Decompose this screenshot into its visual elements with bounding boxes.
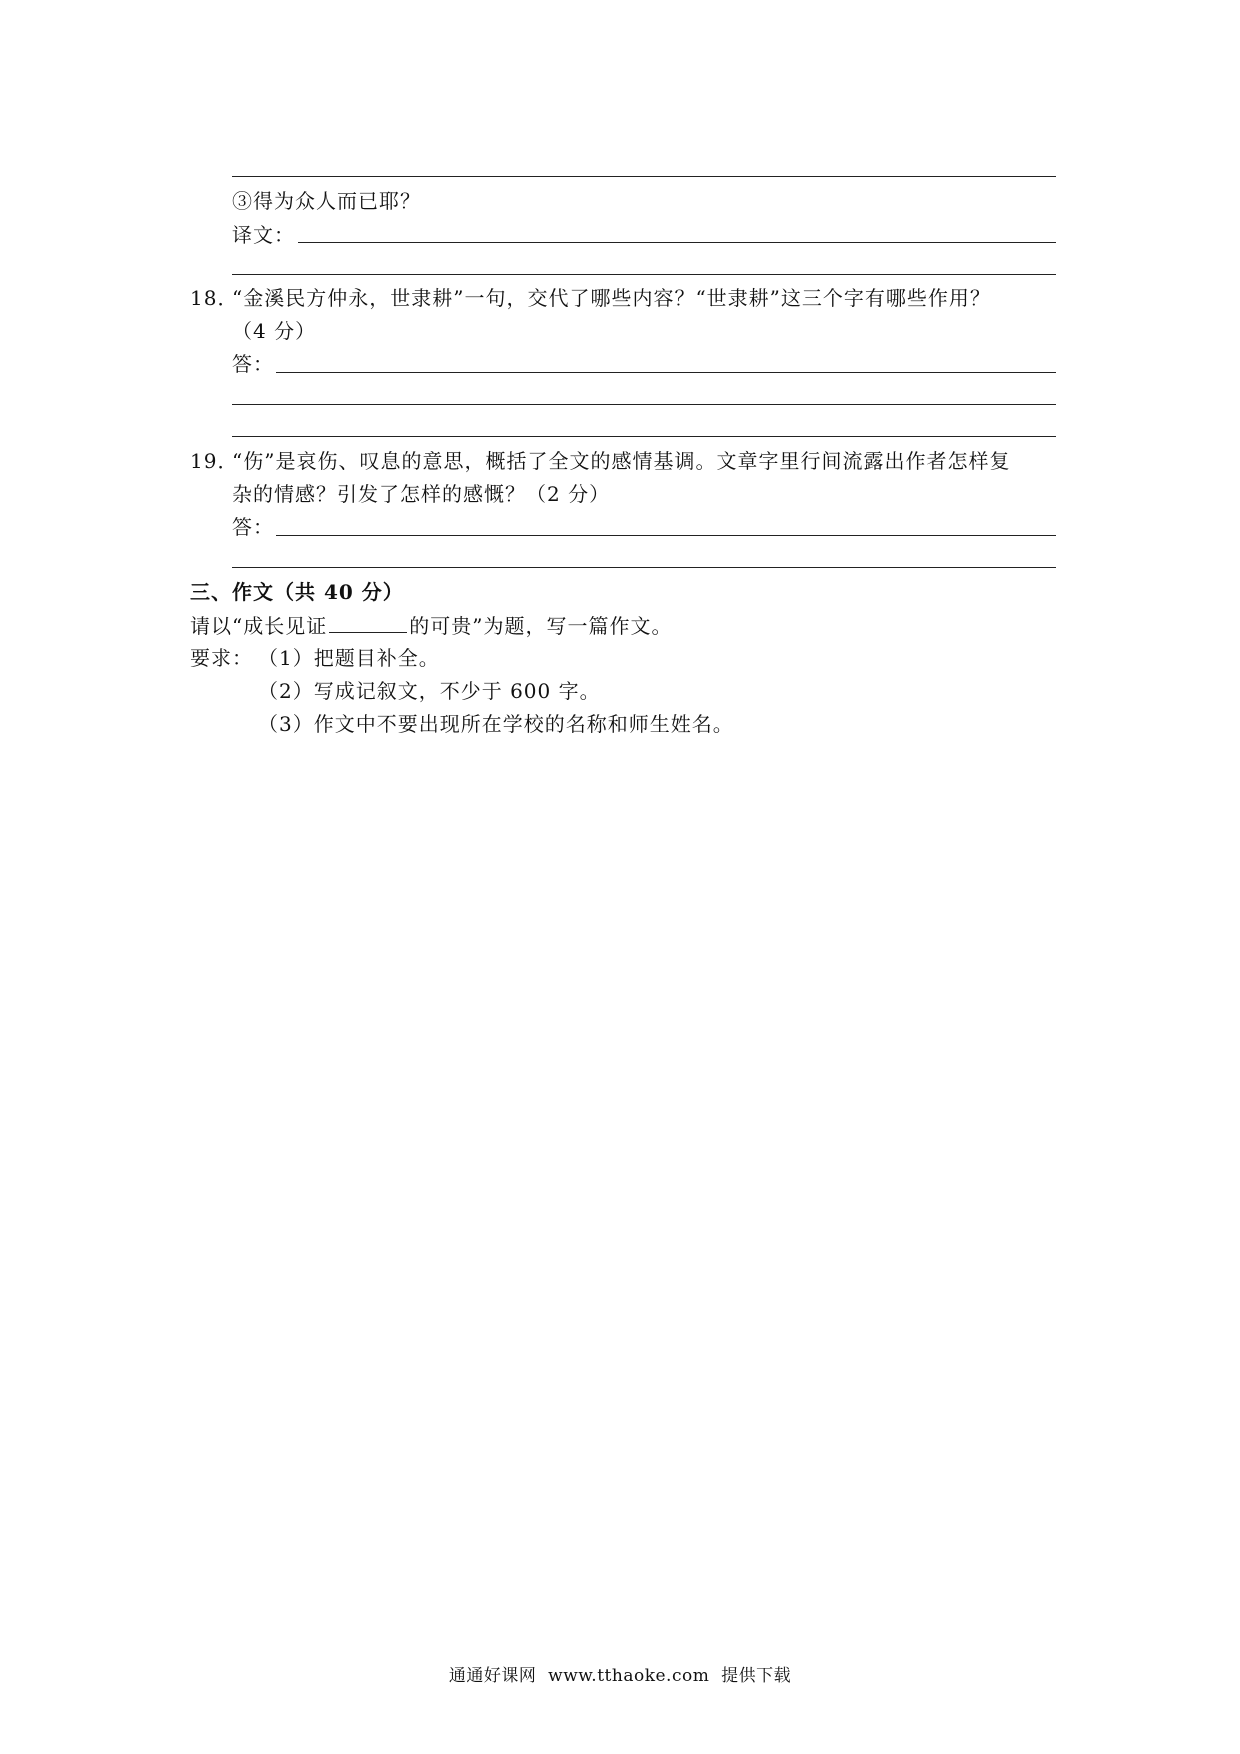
essay-prompt-start: 请以“成长见证	[190, 614, 328, 638]
question-text: 杂的情感？引发了怎样的感慨？（2 分）	[232, 482, 611, 506]
section-heading: 三、作文（共 40 分）	[190, 580, 404, 604]
requirements-label: 要求：	[190, 646, 253, 670]
requirement-item: （3）作文中不要出现所在学校的名称和师生姓名。	[258, 712, 734, 736]
requirement-item: （1）把题目补全。	[258, 646, 440, 670]
page-footer: 通通好课网 www.tthaoke.com 提供下载	[448, 1666, 792, 1686]
question-text: “金溪民方仲永，世隶耕”一句，交代了哪些内容？“世隶耕”这三个字有哪些作用？	[232, 286, 991, 310]
essay-prompt-end: 的可贵”为题，写一篇作文。	[409, 614, 673, 638]
question-text: “伤”是哀伤、叹息的意思，概括了全文的感情基调。文章字里行间流露出作者怎样复	[232, 449, 1011, 473]
answer-line[interactable]	[232, 567, 1056, 568]
question-text: （4 分）	[232, 319, 317, 343]
answer-line	[232, 176, 1056, 177]
question-number: 19．	[190, 449, 239, 473]
answer-line[interactable]	[276, 372, 1056, 373]
answer-label: 答：	[232, 515, 274, 539]
answer-line[interactable]	[232, 404, 1056, 405]
answer-line[interactable]	[232, 436, 1056, 437]
answer-line[interactable]	[276, 535, 1056, 536]
title-blank[interactable]	[329, 612, 407, 633]
translation-label: 译文：	[232, 223, 295, 247]
essay-prompt	[190, 612, 672, 639]
answer-line[interactable]	[232, 274, 1056, 275]
translation-line[interactable]	[298, 242, 1056, 243]
requirement-item: （2）写成记叙文，不少于 600 字。	[258, 679, 601, 703]
question-number: 18．	[190, 286, 239, 310]
answer-label: 答：	[232, 352, 274, 376]
q17-item3: ③得为众人而已耶？	[232, 189, 421, 213]
